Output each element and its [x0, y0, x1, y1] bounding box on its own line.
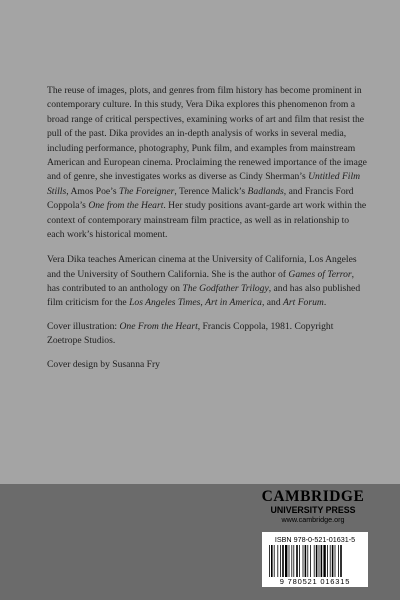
- cover-illustration-credit: [47, 320, 369, 349]
- text-run: Cover illustration:: [47, 320, 120, 332]
- title-text: Games of Terror: [288, 268, 352, 280]
- text-run: Vera Dika teaches American cinema at the University of California, Los Angeles and the University of Southern California. She is the author of: [47, 254, 357, 280]
- text-run: . Her study positions avant-garde art work within the context of contemporary mainstream film practice, as well as in relationship to each work’s historical moment.: [47, 200, 367, 240]
- text-run: , Terence Malick’s: [174, 185, 248, 197]
- back-cover-text: [47, 84, 369, 381]
- text-run: , and Francis Ford Coppola’s: [47, 185, 354, 212]
- cover-design-credit: Cover design by Susanna Fry: [47, 358, 160, 370]
- isbn-label: ISBN 978-0-521-01631-5: [274, 535, 356, 544]
- title-text: Art in America: [205, 297, 262, 309]
- publisher-name: CAMBRIDGE: [261, 488, 365, 505]
- publisher-url: www.cambridge.org: [281, 515, 345, 524]
- text-run: ,: [200, 297, 206, 309]
- text-run: , and: [261, 297, 284, 309]
- barcode-number: 9 780521 016315: [279, 577, 351, 586]
- publisher-subtitle: UNIVERSITY PRESS: [270, 505, 356, 515]
- book-description: [47, 84, 369, 242]
- text-run: .: [323, 297, 327, 309]
- title-text: Badlands: [247, 185, 284, 197]
- title-text: The Godfather Trilogy: [182, 283, 269, 295]
- author-bio: [47, 253, 369, 311]
- text-run: The reuse of images, plots, and genres from film history has become prominent in contemporary culture. In this study, Vera Dika explores this phenomenon from a broad range of critical perspectives, examining works of art and film that resist the pull of the past. Dika provides an in-depth analysis of works in several media, including performance, photography, Punk film, and examples from mainstream American and European cinema. Proclaiming the renewed importance of the image and of genre, she investigates works as diverse as Cindy Sherman’s: [47, 85, 367, 183]
- title-text: Los Angeles Times: [129, 297, 201, 309]
- title-text: Art Forum: [283, 297, 324, 309]
- barcode-box: [262, 532, 368, 587]
- text-run: , Amos Poe’s: [66, 185, 119, 197]
- title-text: One from the Heart: [88, 200, 164, 212]
- publisher-logo: [258, 489, 368, 524]
- barcode-icon: [268, 545, 362, 577]
- title-text: One From the Heart: [119, 320, 198, 332]
- text-run: , and has also published film criticism for the: [47, 283, 361, 309]
- text-run: , has contributed to an anthology on: [47, 268, 355, 295]
- title-text: Untitled Film Stills: [47, 171, 361, 197]
- text-run: , Francis Coppola, 1981. Copyright Zoetrope Studios.: [47, 320, 334, 347]
- title-text: The Foreigner: [118, 185, 175, 197]
